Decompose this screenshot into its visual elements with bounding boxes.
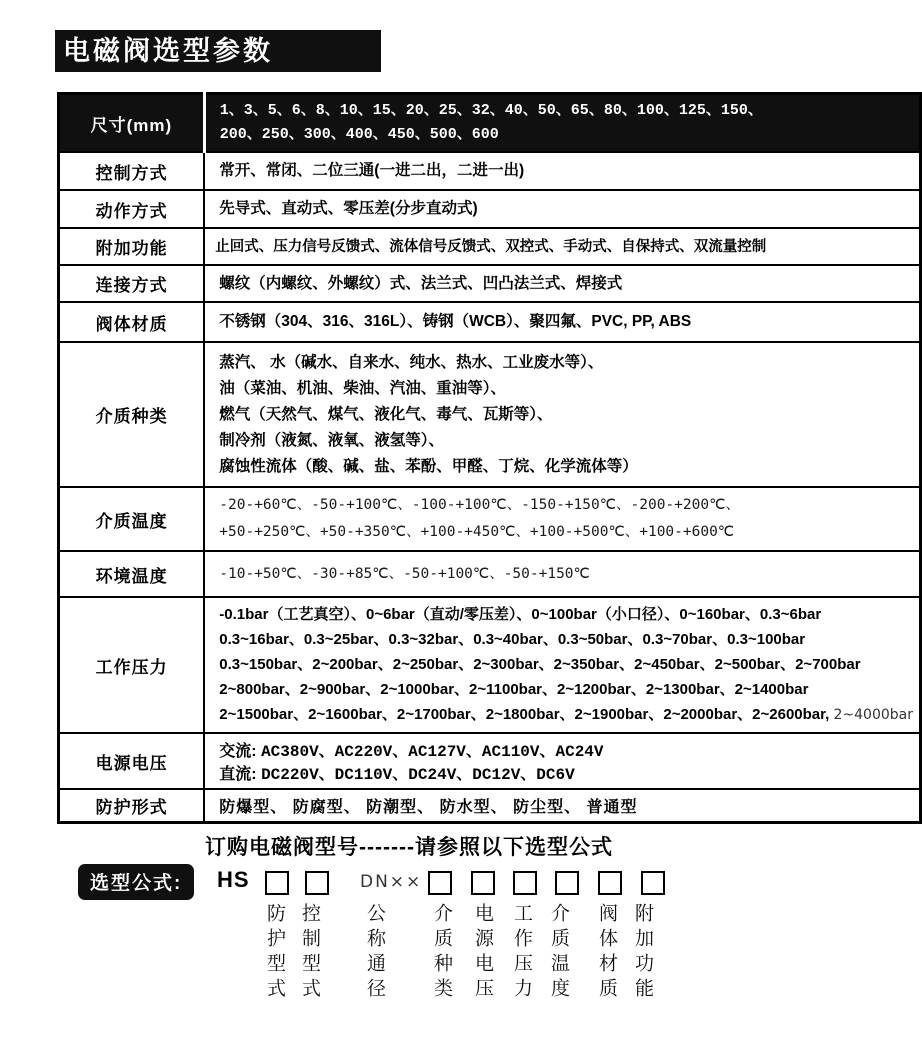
row-value-line: 制冷剂（液氮、液氧、液氢等）、 — [219, 431, 445, 449]
formula-checkbox-medium-type — [428, 871, 452, 895]
formula-checkbox-medium-temp — [555, 871, 579, 895]
spec-table — [57, 92, 922, 824]
table-row-medium-type — [59, 342, 921, 487]
row-value-line: 200、250、300、400、450、500、600 — [219, 126, 499, 143]
formula-column-label: 防护型式 — [264, 903, 286, 1003]
row-label: 阀体材质 — [59, 302, 205, 342]
row-value-line: 0.3~150bar、2~200bar、2~250bar、2~300bar、2~350bar、2~450bar、2~500bar、2~700bar — [219, 656, 861, 673]
row-label: 动作方式 — [59, 190, 205, 228]
table-row-extra-function — [59, 228, 921, 265]
row-value-line: 止回式、压力信号反馈式、流体信号反馈式、双控式、手动式、自保持式、双流量控制 — [215, 238, 767, 255]
formula-column-label: 介质种类 — [431, 903, 453, 1003]
formula-column-label: 控制型式 — [299, 903, 321, 1003]
formula-checkbox-control-type — [305, 871, 329, 895]
row-value-suffix: 2~4000bar — [833, 707, 913, 723]
row-label: 控制方式 — [59, 152, 205, 190]
row-value-line: 2~800bar、2~900bar、2~1000bar、2~1100bar、2~1200bar、2~1300bar、2~1400bar — [219, 681, 809, 698]
formula-checkbox-voltage — [471, 871, 495, 895]
row-label: 环境温度 — [59, 551, 205, 597]
row-value-line: 螺纹（内螺纹、外螺纹）式、法兰式、凹凸法兰式、焊接式 — [219, 274, 623, 292]
row-value-line: 腐蚀性流体（酸、碱、盐、苯酚、甲醛、丁烷、化学流体等） — [219, 457, 638, 475]
formula-column-label: 阀体材质 — [596, 903, 618, 1003]
model-prefix: HS — [217, 867, 250, 892]
table-row-control — [59, 152, 921, 190]
ac-prefix: 交流: — [219, 743, 262, 760]
ac-values: AC380V、AC220V、AC127V、AC110V、AC24V — [261, 743, 604, 761]
row-label: 尺寸(mm) — [59, 94, 205, 153]
formula-column-label: 介质温度 — [548, 903, 570, 1003]
row-value-line — [219, 702, 913, 728]
page-title: 电磁阀选型参数 — [55, 30, 381, 72]
table-row-working-pressure — [59, 597, 921, 733]
dn-size-text: DN×× — [360, 872, 423, 892]
formula-checkbox-protection-type — [265, 871, 289, 895]
row-label: 附加功能 — [59, 228, 205, 265]
row-value-line: -20-+60℃、-50-+100℃、-100-+100℃、-150-+150℃、-200-+200℃、 — [219, 497, 740, 513]
formula-column-label: 电源电压 — [472, 903, 494, 1003]
formula-column-label: 公称通径 — [364, 903, 386, 1003]
row-label: 工作压力 — [59, 597, 205, 733]
row-value-line: 常开、常闭、二位三通(一进二出，二进一出) — [219, 162, 525, 179]
row-label: 介质温度 — [59, 487, 205, 551]
table-row-protection — [59, 789, 921, 823]
dc-values: DC220V、DC110V、DC24V、DC12V、DC6V — [261, 766, 575, 784]
table-row-medium-temp — [59, 487, 921, 551]
row-value-line: -0.1bar（工艺真空）、0~6bar（直动/零压差）、0~100bar（小口径）、0~160bar、0.3~6bar — [219, 606, 822, 623]
row-label: 防护形式 — [59, 789, 205, 823]
table-row-connection — [59, 265, 921, 302]
row-value-line-main: 2~1500bar、2~1600bar、2~1700bar、2~1800bar、2~1900bar、2~2000bar、2~2600bar, — [219, 706, 830, 723]
row-value-line: 燃气（天然气、煤气、液化气、毒气、瓦斯等）、 — [219, 405, 553, 423]
table-row-action — [59, 190, 921, 228]
row-label: 连接方式 — [59, 265, 205, 302]
row-value-line: 1、3、5、6、8、10、15、20、25、32、40、50、65、80、100、125、150、 — [219, 102, 763, 119]
row-value-line: +50-+250℃、+50-+350℃、+100-+450℃、+100-+500℃、+100-+600℃ — [219, 524, 735, 540]
formula-checkbox-pressure — [513, 871, 537, 895]
table-row-size — [59, 94, 921, 153]
row-value-line: -10-+50℃、-30-+85℃、-50-+100℃、-50-+150℃ — [219, 565, 590, 582]
formula-column-label: 工作压力 — [511, 903, 533, 1003]
row-value-line: 防爆型、 防腐型、 防潮型、 防水型、 防尘型、 普通型 — [219, 799, 638, 816]
row-value-line: 不锈钢（304、316、316L）、铸钢（WCB）、聚四氟、PVC, PP, ABS — [219, 313, 692, 330]
row-value-line: 先导式、直动式、零压差(分步直动式) — [219, 200, 478, 217]
formula-checkbox-body-material — [598, 871, 622, 895]
formula-checkbox-extra-function — [641, 871, 665, 895]
row-value-line: 油（菜油、机油、柴油、汽油、重油等）、 — [219, 379, 507, 397]
formula-column-label: 附加功能 — [632, 903, 654, 1003]
table-row-body-material — [59, 302, 921, 342]
row-value-line — [219, 761, 913, 784]
table-row-ambient-temp — [59, 551, 921, 597]
row-label: 电源电压 — [59, 733, 205, 789]
row-value-line — [219, 738, 913, 761]
formula-label-badge: 选型公式: — [78, 864, 194, 900]
table-row-voltage — [59, 733, 921, 789]
dc-prefix: 直流: — [219, 766, 262, 783]
order-heading: 订购电磁阀型号-------请参照以下选型公式 — [205, 836, 613, 859]
row-value-line: 0.3~16bar、0.3~25bar、0.3~32bar、0.3~40bar、0.3~50bar、0.3~70bar、0.3~100bar — [219, 631, 806, 648]
row-value-line: 蒸汽、 水（碱水、自来水、纯水、热水、工业废水等）、 — [219, 353, 604, 371]
row-label: 介质种类 — [59, 342, 205, 487]
